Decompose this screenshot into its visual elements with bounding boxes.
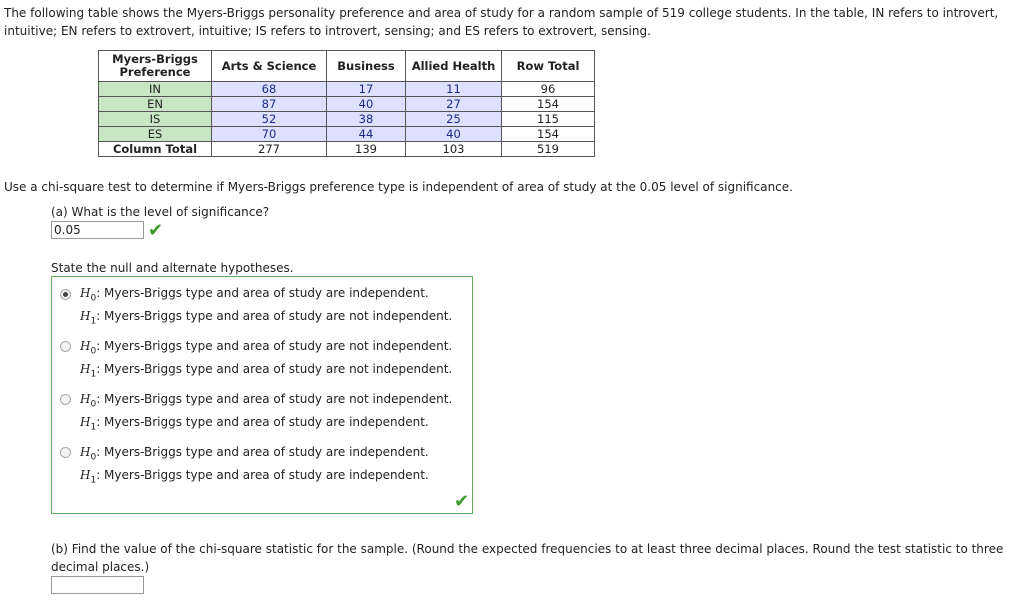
table-cell: 70 (212, 127, 327, 142)
radio-button[interactable] (60, 394, 71, 405)
h0-line: $H_0$: Myers-Briggs type and area of study are not independent. (80, 392, 453, 410)
table-cell: 87 (212, 97, 327, 112)
table-row (99, 82, 595, 97)
table-row (99, 127, 595, 142)
col-header-arts-science: Arts & Science (212, 51, 327, 82)
row-label: ES (99, 127, 212, 142)
table-cell: 68 (212, 82, 327, 97)
h1-line: $H_1$: Myers-Briggs type and area of study are not independent. (80, 362, 453, 380)
row-total-cell: 115 (502, 112, 595, 127)
row-total-cell: 96 (502, 82, 595, 97)
column-total-label: Column Total (99, 142, 212, 157)
table-cell: 38 (327, 112, 406, 127)
table-cell: 52 (212, 112, 327, 127)
radio-button[interactable] (60, 341, 71, 352)
check-icon: ✔ (454, 491, 470, 512)
h0-line: $H_0$: Myers-Briggs type and area of study are not independent. (80, 339, 453, 357)
col-header-business: Business (327, 51, 406, 82)
instruction-text: Use a chi-square test to determine if Myers-Briggs preference type is independent of area of study at the 0.05 level of significance. (4, 180, 793, 194)
radio-button-selected[interactable] (60, 289, 71, 300)
table-row (99, 97, 595, 112)
radio-button[interactable] (60, 447, 71, 458)
contingency-table (98, 50, 595, 157)
column-total-cell: 277 (212, 142, 327, 157)
check-icon: ✔ (148, 220, 164, 241)
h0-line: $H_0$: Myers-Briggs type and area of study are independent. (80, 445, 429, 463)
question-b-label: (b) Find the value of the chi-square statistic for the sample. (Round the expected frequencies to at least three decimal places. Round the test statistic to three decimal places.) (51, 542, 1004, 574)
row-total-cell: 154 (502, 97, 595, 112)
table-cell: 27 (406, 97, 502, 112)
col-header-preference: Myers-Briggs Preference (99, 51, 212, 82)
h1-line: $H_1$: Myers-Briggs type and area of study are independent. (80, 468, 429, 486)
table-cell: 40 (327, 97, 406, 112)
hypotheses-label: State the null and alternate hypotheses. (51, 261, 294, 275)
table-cell: 17 (327, 82, 406, 97)
table-cell: 44 (327, 127, 406, 142)
h1-line: $H_1$: Myers-Briggs type and area of study are independent. (80, 415, 429, 433)
table-header-row (99, 51, 595, 82)
hypotheses-options-box (51, 276, 473, 514)
table-cell: 25 (406, 112, 502, 127)
column-total-cell: 139 (327, 142, 406, 157)
significance-input[interactable]: 0.05 (51, 221, 144, 239)
intro-text: The following table shows the Myers-Briggs personality preference and area of study for a random sample of 519 college students. In the table, IN refers to introvert, intuitive; EN refers to extrovert, intuitive; IS refers to introvert, sensing; and ES refers to extrovert, sensing. (4, 6, 999, 38)
col-header-allied-health: Allied Health (406, 51, 502, 82)
column-total-row (99, 142, 595, 157)
h0-line: $H_0$: Myers-Briggs type and area of study are independent. (80, 286, 429, 304)
table-row (99, 112, 595, 127)
h1-line: $H_1$: Myers-Briggs type and area of study are not independent. (80, 309, 453, 327)
question-a-label: (a) What is the level of significance? (51, 205, 270, 219)
table-cell: 11 (406, 82, 502, 97)
grand-total-cell: 519 (502, 142, 595, 157)
row-total-cell: 154 (502, 127, 595, 142)
row-label: EN (99, 97, 212, 112)
col-header-row-total: Row Total (502, 51, 595, 82)
row-label: IS (99, 112, 212, 127)
row-label: IN (99, 82, 212, 97)
table-cell: 40 (406, 127, 502, 142)
column-total-cell: 103 (406, 142, 502, 157)
chi-square-input[interactable] (51, 576, 144, 594)
